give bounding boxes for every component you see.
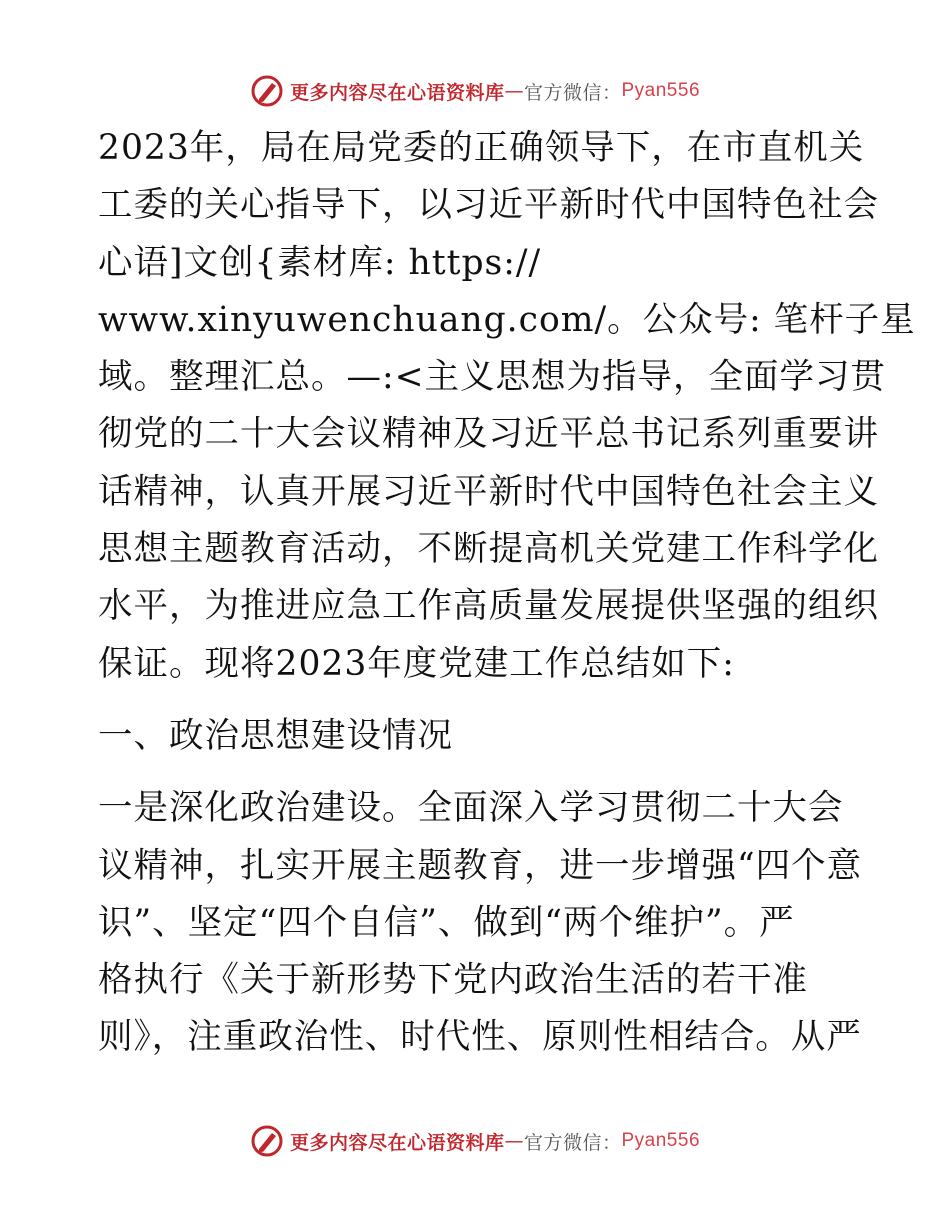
wechat-label: 官方微信：	[523, 1131, 622, 1154]
text-line: 格执行《关于新形势下党内政治生活的若干准	[98, 960, 808, 1001]
text-line: 则》，注重政治性、时代性、原则性相结合。从严	[98, 1017, 862, 1058]
text-line: 心语]文创{素材库: https://	[98, 242, 542, 283]
text-line: 水平，为推进应急工作高质量发展提供坚强的组织	[98, 586, 879, 627]
text-line: 彻党的二十大会议精神及习近平总书记系列重要讲	[98, 414, 879, 455]
text-line: 域。整理汇总。—:<主义思想为指导，全面学习贯	[98, 357, 887, 398]
wechat-label: 官方微信：	[523, 81, 622, 104]
separator: —	[504, 80, 524, 102]
text-line: 一是深化政治建设。全面深入学习贯彻二十大会	[98, 788, 844, 829]
separator: —	[504, 1130, 524, 1152]
promo-text: 更多内容尽在心语资料库	[289, 1131, 505, 1154]
header-banner	[0, 71, 950, 111]
text-line: 2023年，局在局党委的正确领导下，在市直机关	[98, 128, 865, 168]
text-line: 识”、坚定“四个自信”、做到“两个维护”。严	[98, 902, 795, 943]
text-line: 工委的关心指导下，以习近平新时代中国特色社会	[98, 185, 879, 226]
wechat-handle: Pyan556	[621, 80, 701, 101]
footer-banner	[0, 1121, 950, 1161]
text-line: 议精神，扎实开展主题教育，进一步增强“四个意	[98, 845, 863, 886]
intro-paragraph	[98, 120, 916, 693]
section-heading	[98, 708, 858, 765]
text-line: 保证。现将2023年度党建工作总结如下:	[98, 643, 735, 684]
section-paragraph	[98, 780, 863, 1066]
promo-text: 更多内容尽在心语资料库	[289, 81, 505, 104]
heading-text: 一、政治思想建设情况	[98, 715, 453, 756]
pen-logo-icon	[250, 1124, 284, 1158]
wechat-handle: Pyan556	[621, 1130, 701, 1151]
text-line: 话精神，认真开展习近平新时代中国特色社会主义	[98, 471, 879, 512]
document-body	[98, 120, 916, 1067]
pen-logo-icon	[250, 74, 284, 108]
text-line: 思想主题教育活动，不断提高机关党建工作科学化	[98, 529, 879, 570]
text-line: www.xinyuwenchuang.com/。公众号: 笔杆子星	[98, 299, 916, 340]
